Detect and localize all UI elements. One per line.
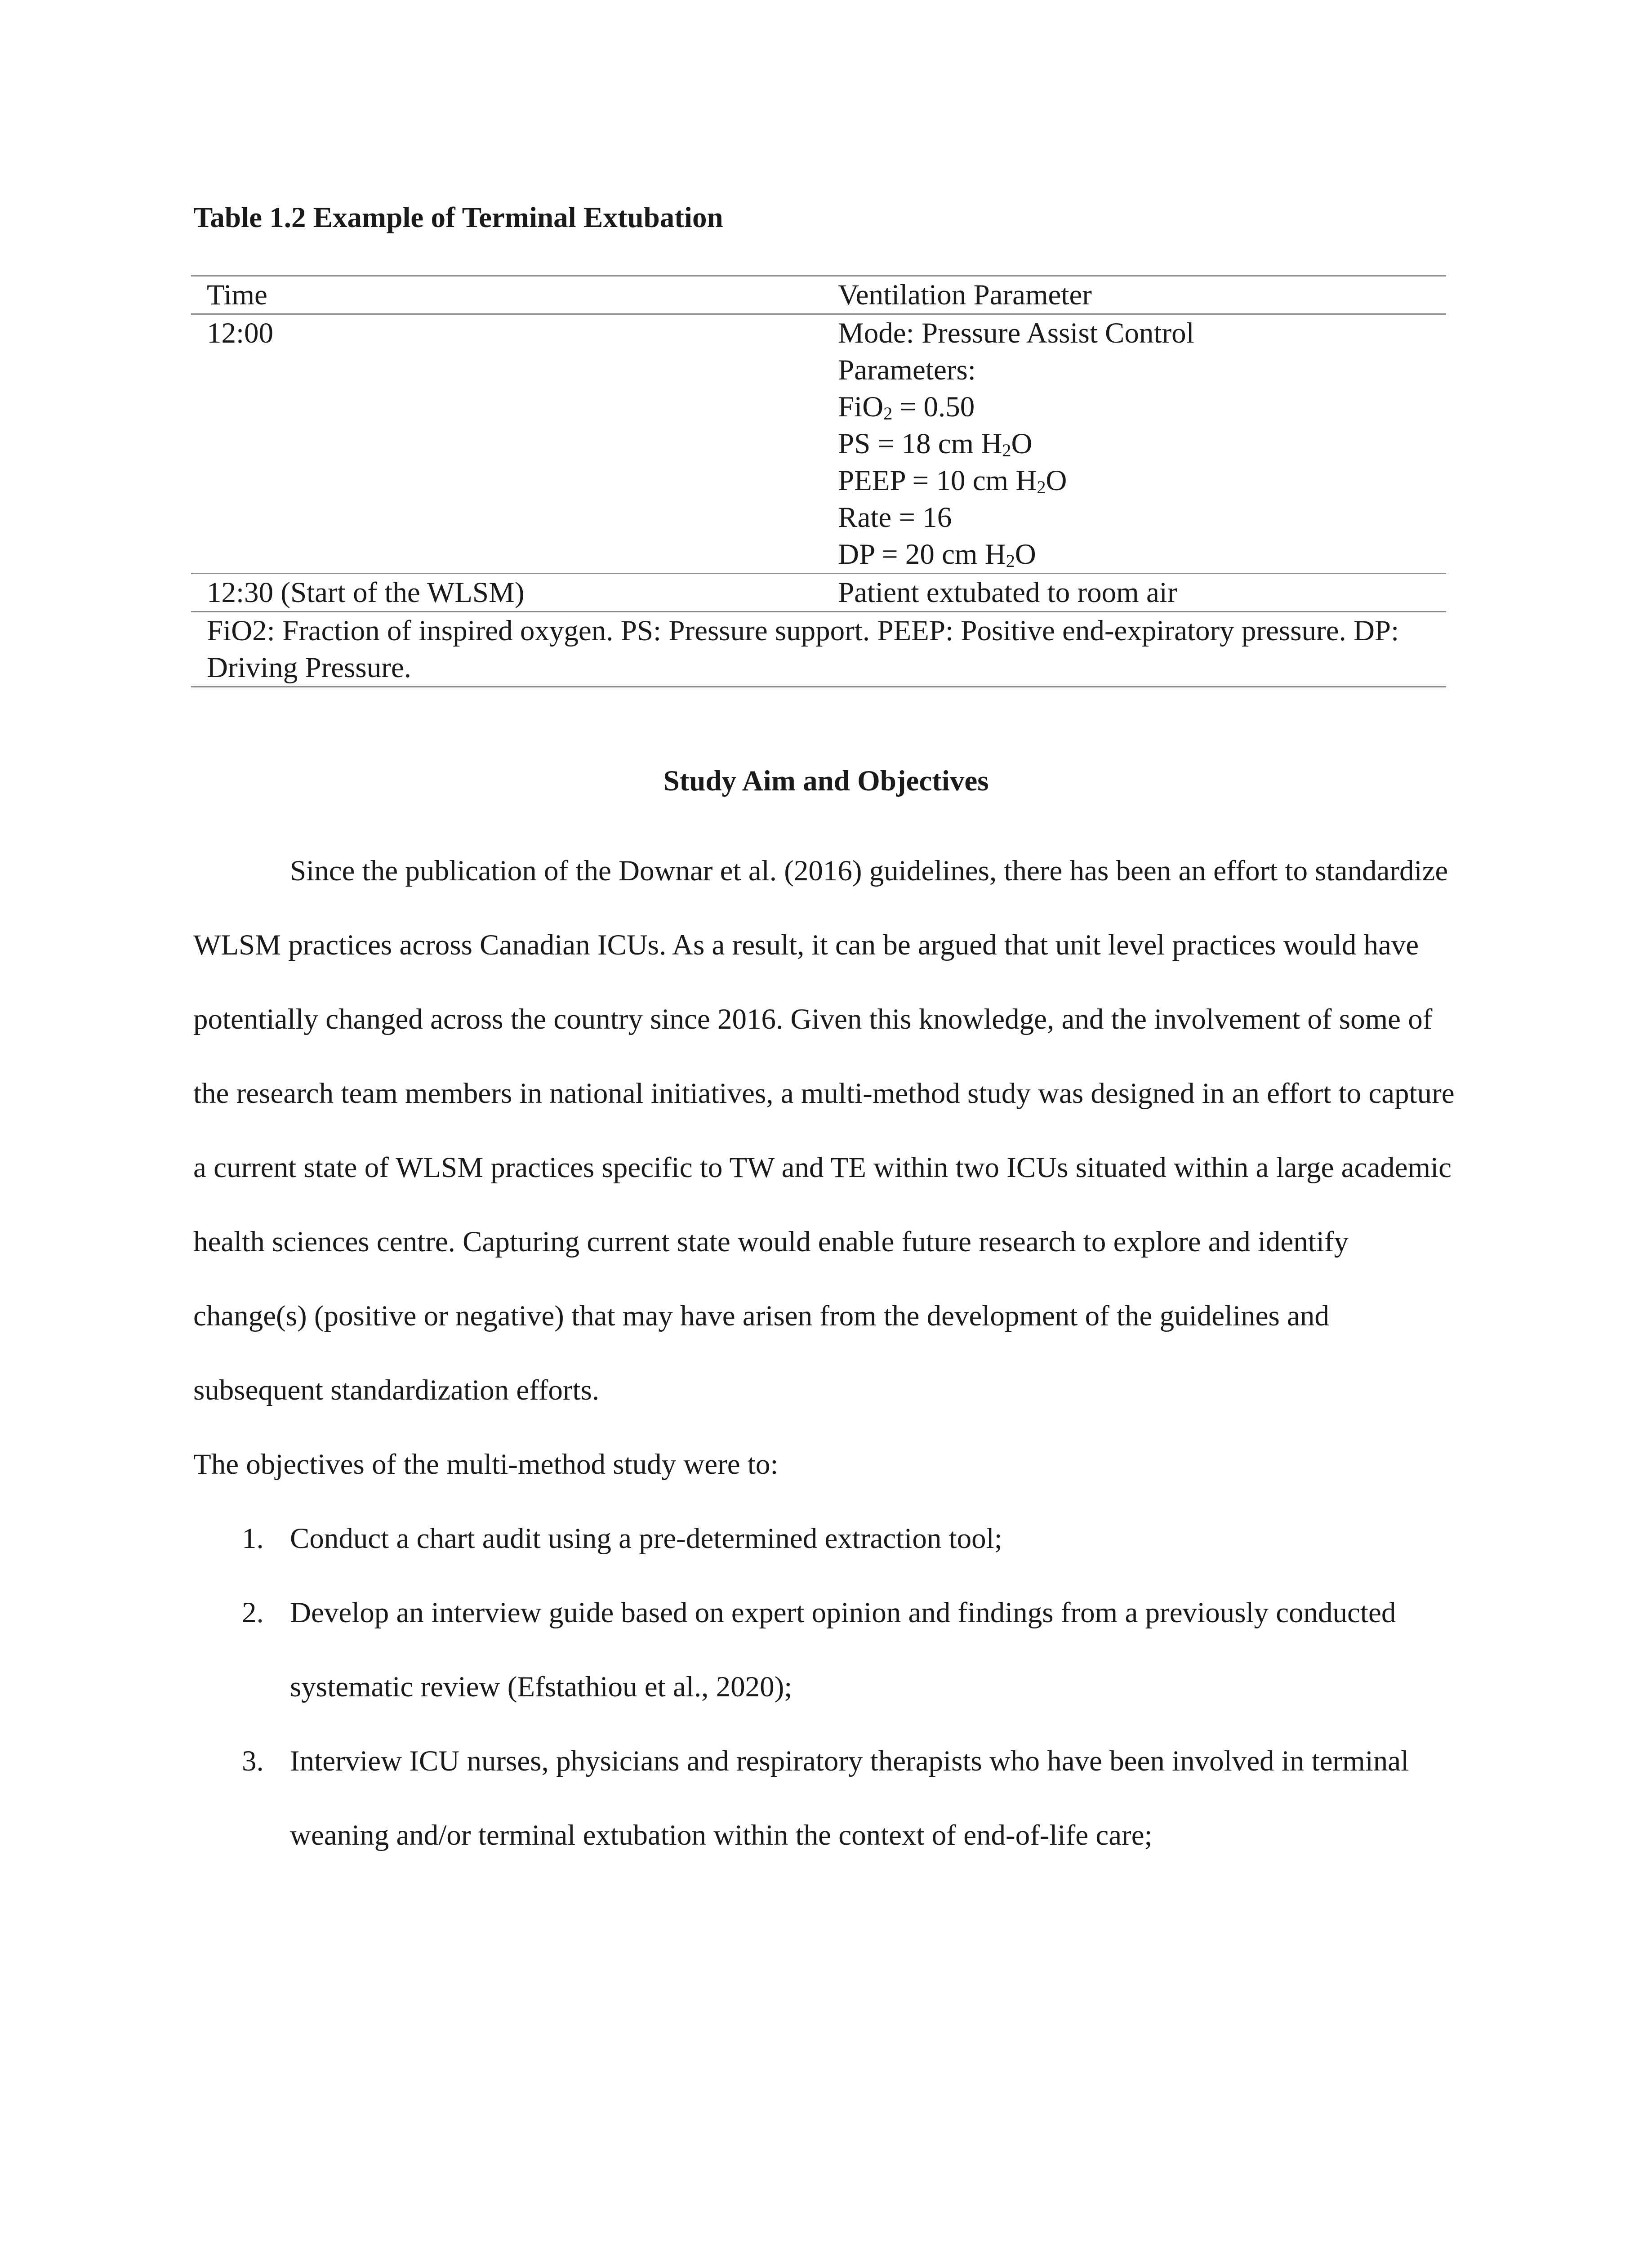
- table-row: [191, 574, 1446, 611]
- list-item-text: Conduct a chart audit using a pre-determined extraction tool;: [290, 1522, 1002, 1555]
- header-ventilation-parameter: Ventilation Parameter: [838, 279, 1092, 311]
- table-bottom-rule: [191, 686, 1446, 687]
- ventilation-table: [191, 275, 1446, 687]
- parameter-line: PEEP = 10 cm $H_2O$: [838, 464, 1067, 498]
- body-text: [193, 834, 1456, 1873]
- list-item-number: 2.: [242, 1597, 264, 1629]
- objectives-list: [193, 1502, 1456, 1873]
- list-item: [193, 1576, 1456, 1724]
- list-item-number: 1.: [242, 1522, 264, 1555]
- table-row: [191, 315, 1446, 573]
- objectives-intro: The objectives of the multi-method study were to:: [193, 1448, 779, 1481]
- parameter-line: PS = 18 cm $H_2O$: [838, 428, 1033, 461]
- list-item: [193, 1502, 1456, 1576]
- table-header-row: [191, 277, 1446, 313]
- header-time: Time: [207, 279, 267, 311]
- row-parameters: [838, 315, 1446, 573]
- body-paragraph: Since the publication of the Downar et al. (2016) guidelines, there has been an effort to standardize WLSM practices across Canadian ICUs. As a result, it can be argued that unit level practices would have potentially changed across the country since 2016. Given this knowledge, and the involvement of some of the research team members in national initiatives, a multi-method study was designed in an effort to capture a current state of WLSM practices specific to TW and TE within two ICUs situated within a large academic health sciences centre. Capturing current state would enable future research to explore and identify change(s) (positive or negative) that may have arisen from the development of the guidelines and subsequent standardization efforts.: [193, 855, 1455, 1406]
- row-time: 12:00: [207, 317, 274, 349]
- list-item-text: Interview ICU nurses, physicians and respiratory therapists who have been involved in terminal weaning and/or terminal extubation within the context of end-of-life care;: [290, 1745, 1409, 1851]
- parameter-line: DP = 20 cm $H_2O$: [838, 538, 1036, 571]
- parameter-line: Rate = 16: [838, 501, 952, 534]
- section-heading: Study Aim and Objectives: [663, 765, 989, 797]
- table-footnote: FiO2: Fraction of inspired oxygen. PS: Pressure support. PEEP: Positive end-expiratory pressure. DP: Driving Pressure.: [207, 615, 1399, 684]
- parameter-line: Patient extubated to room air: [838, 576, 1177, 609]
- table-title: Table 1.2 Example of Terminal Extubation: [193, 201, 723, 234]
- parameter-line: FiO$_2$ = 0.50: [838, 391, 975, 424]
- parameter-line: Mode: Pressure Assist Control: [838, 317, 1194, 349]
- list-item-text: Develop an interview guide based on expert opinion and findings from a previously conducted systematic review (Efstathiou et al., 2020);: [290, 1597, 1396, 1703]
- list-item: [193, 1724, 1456, 1873]
- row-time: 12:30 (Start of the WLSM): [207, 576, 525, 609]
- list-item-number: 3.: [242, 1745, 264, 1777]
- row-parameters: [838, 574, 1446, 611]
- parameter-line: Parameters:: [838, 354, 976, 386]
